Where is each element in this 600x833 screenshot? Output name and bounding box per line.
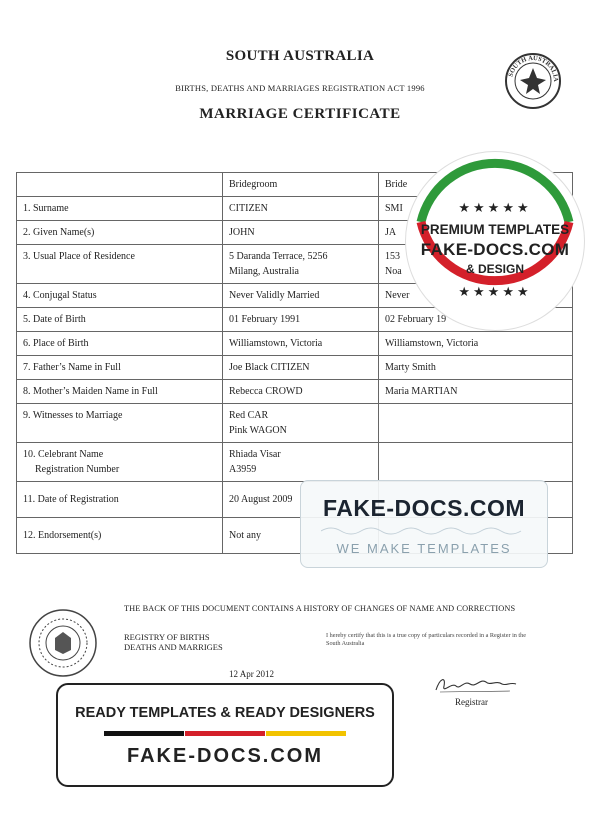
groom-value: JOHN [223,221,379,245]
groom-value-line1: Red CAR [229,410,269,421]
groom-value: CITIZEN [223,197,379,221]
premium-templates-badge [406,152,584,330]
ready-line1: READY TEMPLATES & READY DESIGNERS [75,705,375,721]
table-row [17,404,573,443]
groom-value-line2: Pink WAGON [229,425,287,436]
bride-value: 02 February 19 [379,308,573,332]
bride-value: Never [379,284,573,308]
act-heading: BIRTHS, DEATHS AND MARRIAGES REGISTRATION ACT 1996 [175,83,425,93]
groom-value-line2: Milang, Australia [229,266,299,277]
registry-name [124,632,223,652]
registry-seal-icon [28,608,98,678]
bride-value: SMI [379,197,573,221]
badge-stars-top: ★★★★★ [458,200,532,215]
badge-line2: FAKE-DOCS.COM [420,240,570,259]
row-label-line2: Registration Number [35,464,120,475]
table-row [17,443,573,482]
registry-line2: DEATHS AND MARRIGES [124,642,223,652]
badge-line3: & DESIGN [465,262,524,276]
bride-value [379,443,573,482]
groom-value: Joe Black CITIZEN [223,356,379,380]
bridegroom-header: Bridegroom [223,173,379,197]
banner-title: FAKE-DOCS.COM [323,495,525,521]
banner-subtitle: WE MAKE TEMPLATES [336,541,512,556]
row-label: 8. Mother’s Maiden Name in Full [17,380,223,404]
certify-statement: I hereby certify that this is a true copy of particulars recorded in a Register in the South Australia [326,632,526,647]
row-label: 5. Date of Birth [17,308,223,332]
table-row [17,356,573,380]
groom-value: 01 February 1991 [223,308,379,332]
certificate-title: MARRIAGE CERTIFICATE [199,106,401,122]
flag-bar-yellow [266,731,346,736]
row-label-line1: 10. Celebrant Name [23,449,104,460]
seal-text: SOUTH AUSTRALIA [507,54,560,83]
row-label: 2. Given Name(s) [17,221,223,245]
groom-value-line1: 5 Daranda Terrace, 5256 [229,251,328,262]
row-label: 1. Surname [17,197,223,221]
bride-value: Marty Smith [379,356,573,380]
ready-line2: FAKE-DOCS.COM [127,745,323,767]
back-notice: THE BACK OF THIS DOCUMENT CONTAINS A HISTORY OF CHANGES OF NAME AND CORRECTIONS [124,604,516,613]
groom-value [223,245,379,284]
state-heading: SOUTH AUSTRALIA [225,48,375,64]
groom-value [223,443,379,482]
groom-value: 20 August 2009 [223,482,379,518]
row-label: 11. Date of Registration [17,482,223,518]
groom-value [223,404,379,443]
wave-line-icon [321,525,527,537]
bride-value-line2: Noa [385,266,402,277]
row-label [17,443,223,482]
bride-value: Maria MARTIAN [379,380,573,404]
registrar-title: Registrar [455,697,488,707]
bride-value: JA [379,221,573,245]
row-label: 12. Endorsement(s) [17,518,223,554]
ready-templates-box [56,683,394,787]
row-label: 6. Place of Birth [17,332,223,356]
table-row [17,380,573,404]
groom-value-line2: A3959 [229,464,257,475]
groom-value: Williamstown, Victoria [223,332,379,356]
row-label: 4. Conjugal Status [17,284,223,308]
header-empty-cell [17,173,223,197]
registrar-signature-icon [430,672,520,698]
flag-bar-red [185,731,265,736]
groom-value: Rebecca CROWD [223,380,379,404]
badge-line1: PREMIUM TEMPLATES [420,222,570,237]
row-label: 9. Witnesses to Marriage [17,404,223,443]
row-label: 3. Usual Place of Residence [17,245,223,284]
bride-value-line1: 153 [385,251,400,262]
groom-value: Not any [223,518,379,554]
groom-value-line1: Rhiada Visar [229,449,281,460]
bride-value [379,404,573,443]
table-row [17,332,573,356]
flag-bar-black [104,731,184,736]
row-label: 7. Father’s Name in Full [17,356,223,380]
fake-docs-banner [300,480,548,568]
issue-date: 12 Apr 2012 [229,669,274,679]
groom-value: Never Validly Married [223,284,379,308]
bride-value: Williamstown, Victoria [379,332,573,356]
bride-header: Bride [379,173,573,197]
state-seal-icon [504,52,562,110]
badge-stars-bottom: ★★★★★ [458,284,532,299]
registry-line1: REGISTRY OF BIRTHS [124,632,210,642]
